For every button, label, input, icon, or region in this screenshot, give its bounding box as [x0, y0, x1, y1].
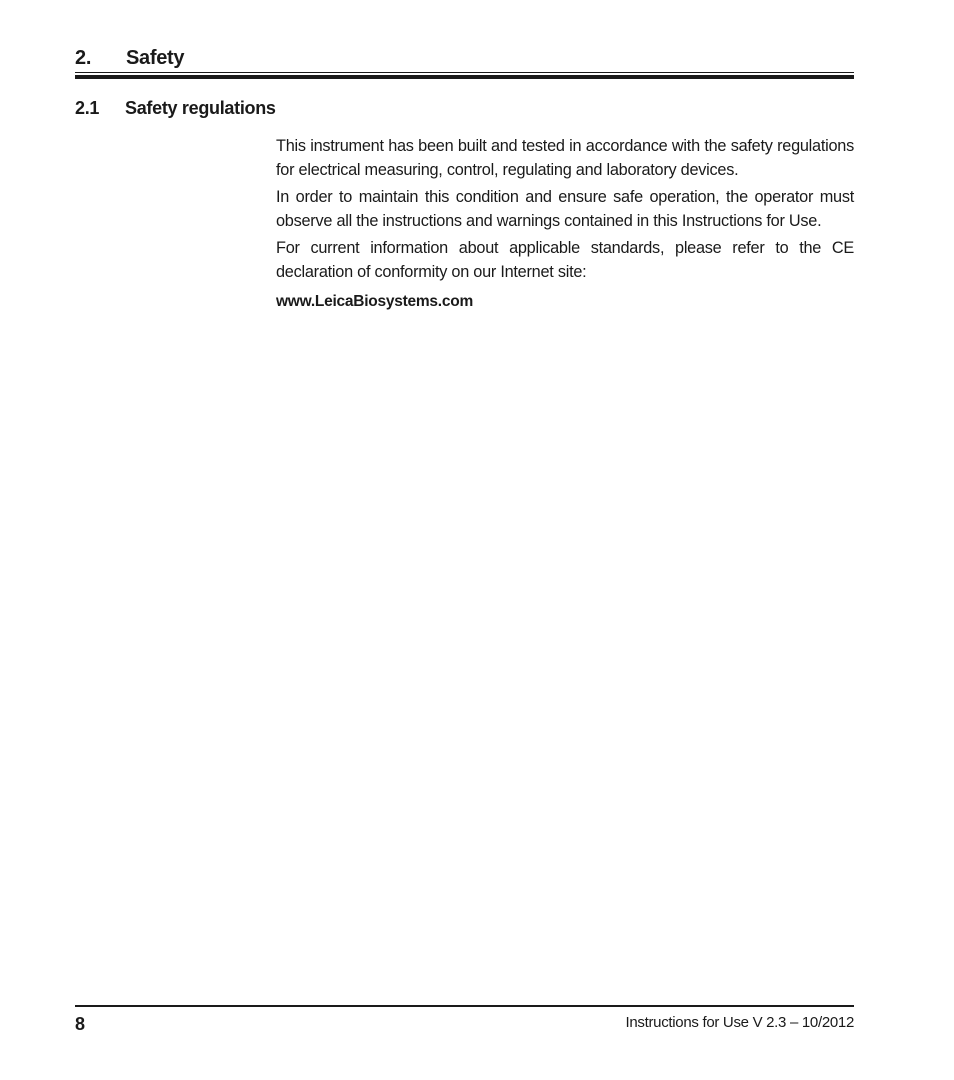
body-text: [276, 135, 854, 318]
chapter-heading: [75, 44, 854, 74]
page-number: 8: [75, 1014, 86, 1034]
paragraph-standards-reference: For current information about applicable standards, please refer to the CE declaration of conformity on our Internet site:: [276, 239, 854, 281]
section-number: 2.1: [75, 98, 100, 118]
chapter-number: 2.: [75, 47, 92, 69]
section-title: Safety regulations: [125, 98, 276, 118]
paragraph-operator-instructions: In order to maintain this condition and ensure safe operation, the operator must observe all the instructions and warnings contained in this Instructions for Use.: [276, 188, 854, 230]
footer-rule: [75, 1005, 854, 1007]
chapter-title: Safety: [126, 47, 185, 69]
header-rule-thick: [75, 75, 854, 79]
header-rule-thin: [75, 72, 854, 73]
website-link[interactable]: www.LeicaBiosystems.com: [276, 293, 473, 310]
paragraph-safety-regulations: This instrument has been built and tested in accordance with the safety regulations for electrical measuring, control, regulating and laboratory devices.: [276, 137, 854, 179]
document-version: Instructions for Use V 2.3 – 10/2012: [625, 1014, 854, 1031]
